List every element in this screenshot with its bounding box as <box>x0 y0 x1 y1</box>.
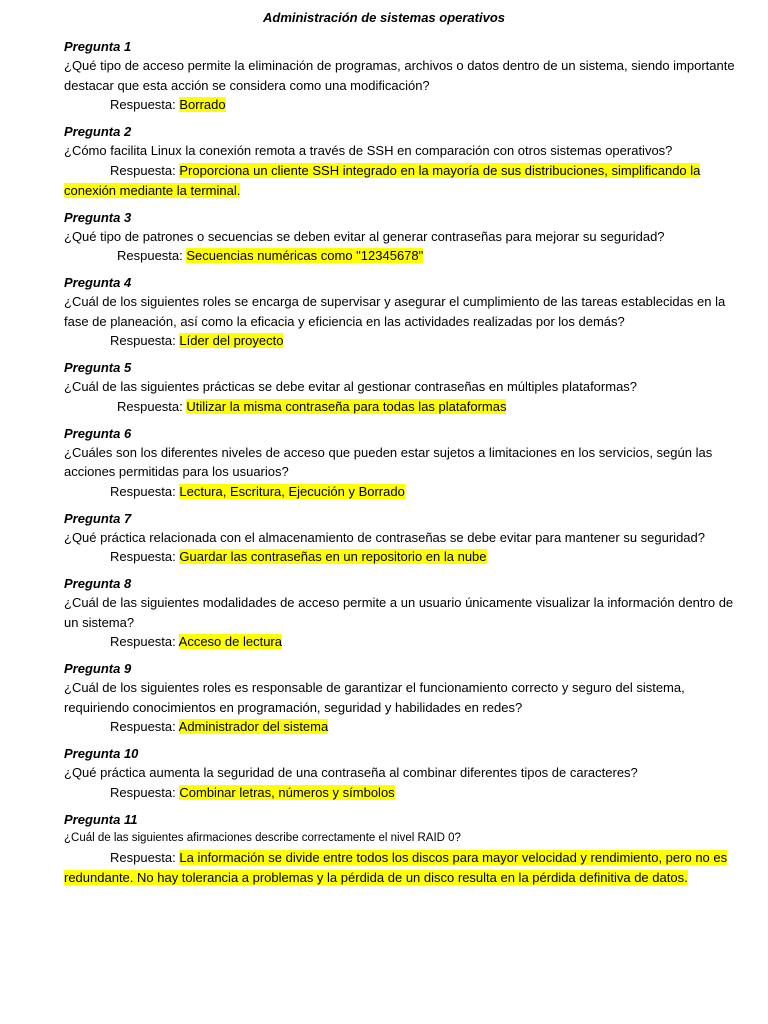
question-label: Pregunta 11 <box>64 811 138 827</box>
answer-line <box>64 397 742 417</box>
answer-text: Secuencias numéricas como "12345678" <box>186 248 424 263</box>
answer-text: Utilizar la misma contraseña para todas las plataformas <box>186 398 507 414</box>
answer-text: Administrador del sistema <box>178 719 329 734</box>
question-label: Pregunta 10 <box>64 746 139 761</box>
question-text: ¿Qué práctica aumenta la seguridad de una contraseña al combinar diferentes tipos de caracteres? <box>64 765 638 780</box>
answer-prefix: Respuesta: <box>110 634 179 649</box>
question-text: ¿Qué tipo de acceso permite la eliminación de programas, archivos o datos dentro de un sistema, siendo importante destacar que esta acción se considera como una modificación? <box>64 58 735 93</box>
question-label: Pregunta 9 <box>64 661 132 676</box>
answer-line <box>64 717 742 737</box>
question-label: Pregunta 2 <box>64 124 132 139</box>
question-text: ¿Cuál de las siguientes prácticas se debe evitar al gestionar contraseñas en múltiples plataformas? <box>64 379 638 394</box>
answer-prefix: Respuesta: <box>117 248 187 263</box>
question-label: Pregunta 6 <box>64 425 132 441</box>
answer-text: Proporciona un cliente SSH integrado en la mayoría de sus distribuciones, simplificando la conexión mediante la terminal. <box>64 162 701 198</box>
question-text: ¿Cuál de las siguientes afirmaciones describe correctamente el nivel RAID 0? <box>64 831 461 844</box>
answer-prefix: Respuesta: <box>110 719 179 734</box>
question-block-8 <box>64 574 742 652</box>
question-block-11 <box>64 810 742 889</box>
question-text: ¿Cuáles son los diferentes niveles de acceso que pueden estar sujetos a limitaciones en los servicios, según las acciones permitidas para los usuarios? <box>64 444 713 479</box>
question-block-6 <box>64 424 742 502</box>
question-label: Pregunta 1 <box>64 39 132 54</box>
question-block-2 <box>64 122 742 201</box>
question-block-1 <box>64 37 742 115</box>
answer-prefix: Respuesta: <box>110 784 180 800</box>
answer-text: Guardar las contraseñas en un repositorio en la nube <box>179 549 487 564</box>
question-label: Pregunta 5 <box>64 360 132 375</box>
question-label: Pregunta 7 <box>64 510 132 526</box>
answer-line <box>64 482 742 502</box>
question-text: ¿Cuál de los siguientes roles se encarga de supervisar y asegurar el cumplimiento de las tareas establecidas en la fase de planeación, así como la eficacia y eficiencia en las actividades realizadas por los demás? <box>64 294 726 329</box>
question-label: Pregunta 3 <box>64 209 132 225</box>
question-label: Pregunta 4 <box>64 275 132 290</box>
answer-line <box>64 783 742 803</box>
question-block-10 <box>64 744 742 803</box>
answer-prefix: Respuesta: <box>110 162 180 178</box>
answer-text: La información se divide entre todos los discos para mayor velocidad y rendimiento, pero no es redundante. No hay tolerancia a problemas y la pérdida de un disco resulta en la pérdida definitiva de datos. <box>64 850 728 885</box>
question-block-9 <box>64 659 742 737</box>
answer-line <box>64 246 742 266</box>
answer-line <box>64 95 742 115</box>
question-label: Pregunta 8 <box>64 576 132 591</box>
answer-line <box>64 547 742 567</box>
question-text: ¿Cuál de los siguientes roles es responsable de garantizar el funcionamiento correcto y seguro del sistema, requiriendo conocimientos en programación, seguridad y habilidades en redes? <box>64 680 685 715</box>
question-text: ¿Qué práctica relacionada con el almacenamiento de contraseñas se debe evitar para mantener su seguridad? <box>64 529 705 545</box>
answer-line <box>64 848 742 888</box>
answer-prefix: Respuesta: <box>110 333 180 348</box>
question-text: ¿Cuál de las siguientes modalidades de acceso permite a un usuario únicamente visualizar la información dentro de un sistema? <box>64 595 734 630</box>
question-text: ¿Qué tipo de patrones o secuencias se deben evitar al generar contraseñas para mejorar su seguridad? <box>64 228 665 244</box>
answer-prefix: Respuesta: <box>110 483 180 499</box>
answer-line <box>64 161 742 201</box>
answer-text: Líder del proyecto <box>179 333 284 348</box>
answer-prefix: Respuesta: <box>117 398 187 414</box>
document-title: Administración de sistemas operativos <box>262 10 506 25</box>
question-block-3 <box>64 208 742 267</box>
question-block-7 <box>64 509 742 568</box>
answer-text: Combinar letras, números y símbolos <box>179 784 395 800</box>
answer-prefix: Respuesta: <box>110 549 180 564</box>
answer-text: Borrado <box>179 97 226 112</box>
question-block-4 <box>64 273 742 351</box>
question-block-5 <box>64 358 742 417</box>
question-text: ¿Cómo facilita Linux la conexión remota a través de SSH en comparación con otros sistemas operativos? <box>64 143 673 158</box>
answer-text: Acceso de lectura <box>178 634 282 649</box>
answer-prefix: Respuesta: <box>110 850 180 865</box>
answer-line <box>64 632 742 652</box>
answer-line <box>64 331 742 351</box>
answer-text: Lectura, Escritura, Ejecución y Borrado <box>179 483 405 499</box>
answer-prefix: Respuesta: <box>110 97 180 112</box>
